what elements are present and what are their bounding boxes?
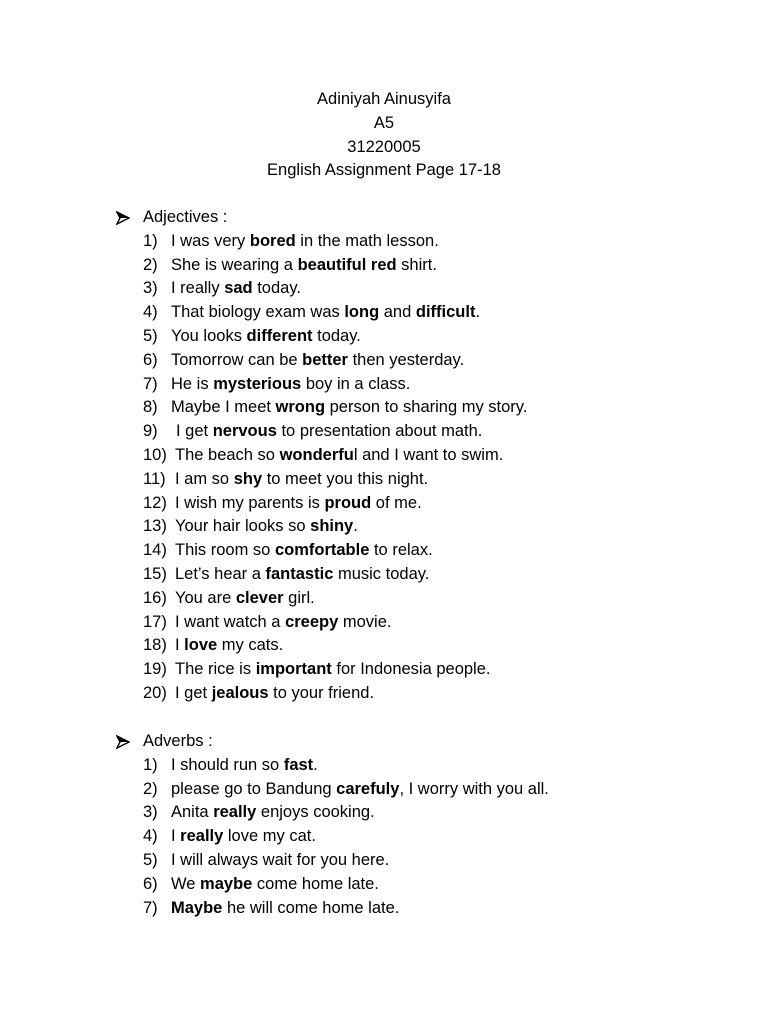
sentence-fragment: I bbox=[175, 636, 185, 655]
adverbs-heading bbox=[116, 730, 736, 754]
list-item bbox=[116, 515, 736, 539]
sentence-fragment: to your friend. bbox=[268, 683, 375, 702]
item-number: 11) bbox=[143, 469, 166, 488]
item-sentence bbox=[175, 539, 433, 563]
item-sentence bbox=[171, 301, 480, 325]
sentence-fragment: I want watch a bbox=[175, 612, 286, 631]
sentence-fragment: . bbox=[313, 755, 318, 774]
sentence-fragment: for Indonesia people. bbox=[331, 660, 491, 679]
highlighted-word: better bbox=[302, 350, 348, 369]
list-item bbox=[116, 897, 736, 921]
arrow-bullet-icon bbox=[116, 206, 134, 230]
item-sentence bbox=[171, 373, 410, 397]
highlighted-word: carefuly bbox=[336, 779, 400, 798]
item-sentence bbox=[171, 754, 318, 778]
sentence-fragment: She is wearing a bbox=[171, 255, 298, 274]
highlighted-word: Maybe bbox=[171, 898, 223, 917]
highlighted-word: nervous bbox=[212, 422, 277, 441]
item-number: 18) bbox=[143, 636, 167, 655]
item-number: 19) bbox=[143, 660, 167, 679]
sentence-fragment: Tomorrow can be bbox=[171, 350, 303, 369]
item-number: 16) bbox=[143, 588, 167, 607]
item-sentence bbox=[171, 325, 361, 349]
highlighted-word: clever bbox=[235, 588, 284, 607]
highlighted-word: different bbox=[246, 326, 313, 345]
sentence-fragment: I get bbox=[176, 422, 213, 441]
sentence-fragment: he will come home late. bbox=[222, 898, 400, 917]
item-number: 9) bbox=[143, 422, 158, 441]
highlighted-word: wonderfu bbox=[279, 445, 354, 464]
item-number: 15) bbox=[143, 564, 167, 583]
student-name: Adiniyah Ainusyifa bbox=[317, 90, 451, 108]
sentence-fragment: You looks bbox=[171, 326, 247, 345]
sentence-fragment: music today. bbox=[333, 564, 430, 583]
item-number: 1) bbox=[143, 231, 158, 250]
item-number: 2) bbox=[143, 779, 158, 798]
item-sentence bbox=[175, 492, 422, 516]
item-number: 13) bbox=[143, 517, 167, 536]
adverbs-section bbox=[116, 730, 736, 920]
sentence-fragment: love my cat. bbox=[223, 827, 316, 846]
highlighted-word: shy bbox=[233, 469, 263, 488]
item-sentence bbox=[171, 778, 549, 802]
sentence-fragment: I am so bbox=[175, 469, 234, 488]
highlighted-word: comfortable bbox=[274, 541, 370, 560]
sentence-fragment: This room so bbox=[175, 541, 275, 560]
item-sentence bbox=[171, 873, 379, 897]
item-number: 1) bbox=[143, 755, 158, 774]
sentence-fragment: person to sharing my story. bbox=[325, 398, 528, 417]
item-sentence bbox=[171, 849, 389, 873]
highlighted-word: fantastic bbox=[265, 564, 334, 583]
sentence-fragment: in the math lesson. bbox=[295, 231, 439, 250]
sentence-fragment: my cats. bbox=[217, 636, 284, 655]
adjectives-section bbox=[116, 206, 736, 706]
assignment-title: English Assignment Page 17-18 bbox=[267, 161, 501, 180]
list-item bbox=[116, 420, 736, 444]
item-number: 3) bbox=[143, 803, 158, 822]
sentence-fragment: He is bbox=[171, 374, 214, 393]
sentence-fragment: please go to Bandung bbox=[171, 779, 337, 798]
highlighted-word: love bbox=[184, 636, 218, 655]
item-number: 7) bbox=[143, 898, 158, 917]
sentence-fragment: I wish my parents is bbox=[175, 493, 325, 512]
item-number: 4) bbox=[143, 303, 158, 322]
list-item bbox=[116, 778, 736, 802]
item-sentence bbox=[175, 468, 428, 492]
item-sentence bbox=[175, 611, 391, 635]
sentence-fragment: I get bbox=[175, 683, 212, 702]
list-item bbox=[116, 634, 736, 658]
sentence-fragment: You are bbox=[175, 588, 236, 607]
highlighted-word: really bbox=[213, 803, 257, 822]
student-class: A5 bbox=[373, 113, 395, 132]
sentence-fragment: I bbox=[171, 827, 181, 846]
sentence-fragment: Let’s hear a bbox=[175, 564, 266, 583]
item-sentence bbox=[171, 349, 464, 373]
item-number: 2) bbox=[143, 255, 158, 274]
highlighted-word: beautiful red bbox=[297, 255, 397, 274]
sentence-fragment: then yesterday. bbox=[347, 350, 465, 369]
list-item bbox=[116, 539, 736, 563]
item-sentence bbox=[171, 825, 316, 849]
item-sentence bbox=[175, 515, 358, 539]
sentence-fragment: to relax. bbox=[369, 541, 433, 560]
adjectives-heading bbox=[116, 206, 736, 230]
item-sentence bbox=[171, 254, 437, 278]
highlighted-word: long bbox=[344, 303, 380, 322]
item-sentence bbox=[176, 420, 482, 444]
highlighted-word: proud bbox=[324, 493, 372, 512]
sentence-fragment: and bbox=[379, 303, 416, 322]
sentence-fragment: movie. bbox=[338, 612, 392, 631]
item-number: 7) bbox=[143, 374, 158, 393]
item-number: 6) bbox=[143, 350, 158, 369]
sentence-fragment: Maybe I meet bbox=[171, 398, 276, 417]
sentence-fragment: girl. bbox=[283, 588, 315, 607]
item-sentence bbox=[175, 658, 490, 682]
item-sentence bbox=[171, 230, 439, 254]
highlighted-word: bored bbox=[249, 231, 296, 250]
item-number: 8) bbox=[143, 398, 158, 417]
sentence-fragment: enjoys cooking. bbox=[256, 803, 375, 822]
sentence-fragment: boy in a class. bbox=[301, 374, 411, 393]
adverbs-list bbox=[116, 754, 736, 921]
list-item bbox=[116, 682, 736, 706]
list-item bbox=[116, 825, 736, 849]
sentence-fragment: l and I want to swim. bbox=[353, 445, 504, 464]
item-sentence bbox=[171, 277, 301, 301]
list-item bbox=[116, 325, 736, 349]
list-item bbox=[116, 396, 736, 420]
item-number: 14) bbox=[143, 541, 167, 560]
list-item bbox=[116, 587, 736, 611]
list-item bbox=[116, 277, 736, 301]
list-item bbox=[116, 373, 736, 397]
item-sentence bbox=[175, 682, 374, 706]
sentence-fragment: I really bbox=[171, 279, 225, 298]
sentence-fragment: come home late. bbox=[252, 874, 379, 893]
item-number: 6) bbox=[143, 874, 158, 893]
sentence-fragment: . bbox=[475, 303, 481, 322]
sentence-fragment: . bbox=[353, 517, 358, 536]
item-sentence bbox=[171, 897, 399, 921]
list-item bbox=[116, 492, 736, 516]
sentence-fragment: to presentation about math. bbox=[276, 422, 483, 441]
sentence-fragment: of me. bbox=[371, 493, 422, 512]
sentence-fragment: That biology exam was bbox=[171, 303, 345, 322]
list-item bbox=[116, 301, 736, 325]
sentence-fragment: shirt. bbox=[396, 255, 437, 274]
sentence-fragment: The beach so bbox=[175, 445, 280, 464]
item-number: 5) bbox=[143, 850, 158, 869]
list-item bbox=[116, 349, 736, 373]
item-sentence bbox=[175, 444, 503, 468]
item-sentence bbox=[175, 634, 283, 658]
list-item bbox=[116, 611, 736, 635]
list-item bbox=[116, 468, 736, 492]
list-item bbox=[116, 801, 736, 825]
item-number: 12) bbox=[143, 493, 167, 512]
item-sentence bbox=[175, 587, 315, 611]
sentence-fragment: I was very bbox=[171, 231, 250, 250]
item-number: 17) bbox=[143, 612, 167, 631]
sentence-fragment: today. bbox=[312, 326, 361, 345]
item-number: 3) bbox=[143, 279, 158, 298]
list-item bbox=[116, 444, 736, 468]
item-number: 4) bbox=[143, 827, 158, 846]
sentence-fragment: today. bbox=[252, 279, 301, 298]
sentence-fragment: , I worry with you all. bbox=[399, 779, 549, 798]
sentence-fragment: to meet you this night. bbox=[262, 469, 429, 488]
highlighted-word: really bbox=[180, 827, 224, 846]
list-item bbox=[116, 230, 736, 254]
item-sentence bbox=[171, 801, 375, 825]
highlighted-word: creepy bbox=[285, 612, 339, 631]
item-number: 20) bbox=[143, 683, 167, 702]
item-sentence bbox=[175, 563, 429, 587]
list-item bbox=[116, 754, 736, 778]
sentence-fragment: I should run so bbox=[171, 755, 284, 774]
highlighted-word: difficult bbox=[415, 303, 476, 322]
highlighted-word: mysterious bbox=[213, 374, 302, 393]
list-item bbox=[116, 254, 736, 278]
adverbs-title: Adverbs : bbox=[143, 732, 213, 750]
list-item bbox=[116, 563, 736, 587]
item-number: 5) bbox=[143, 326, 158, 345]
highlighted-word: fast bbox=[283, 755, 314, 774]
item-sentence bbox=[171, 396, 527, 420]
list-item bbox=[116, 873, 736, 897]
highlighted-word: shiny bbox=[310, 517, 354, 536]
sentence-fragment: We bbox=[171, 874, 201, 893]
adjectives-title: Adjectives : bbox=[143, 208, 228, 226]
sentence-fragment: Anita bbox=[171, 803, 214, 822]
item-number: 10) bbox=[143, 445, 167, 464]
highlighted-word: maybe bbox=[200, 874, 253, 893]
highlighted-word: jealous bbox=[211, 683, 269, 702]
highlighted-word: sad bbox=[224, 279, 253, 298]
student-id: 31220005 bbox=[347, 137, 421, 156]
arrow-bullet-icon bbox=[116, 730, 134, 754]
list-item bbox=[116, 849, 736, 873]
list-item bbox=[116, 658, 736, 682]
highlighted-word: important bbox=[255, 660, 332, 679]
adjectives-list bbox=[116, 230, 736, 706]
sentence-fragment: Your hair looks so bbox=[175, 517, 311, 536]
sentence-fragment: I will always wait for you here. bbox=[171, 850, 390, 869]
sentence-fragment: The rice is bbox=[175, 660, 256, 679]
document-header bbox=[0, 88, 768, 183]
highlighted-word: wrong bbox=[275, 398, 326, 417]
